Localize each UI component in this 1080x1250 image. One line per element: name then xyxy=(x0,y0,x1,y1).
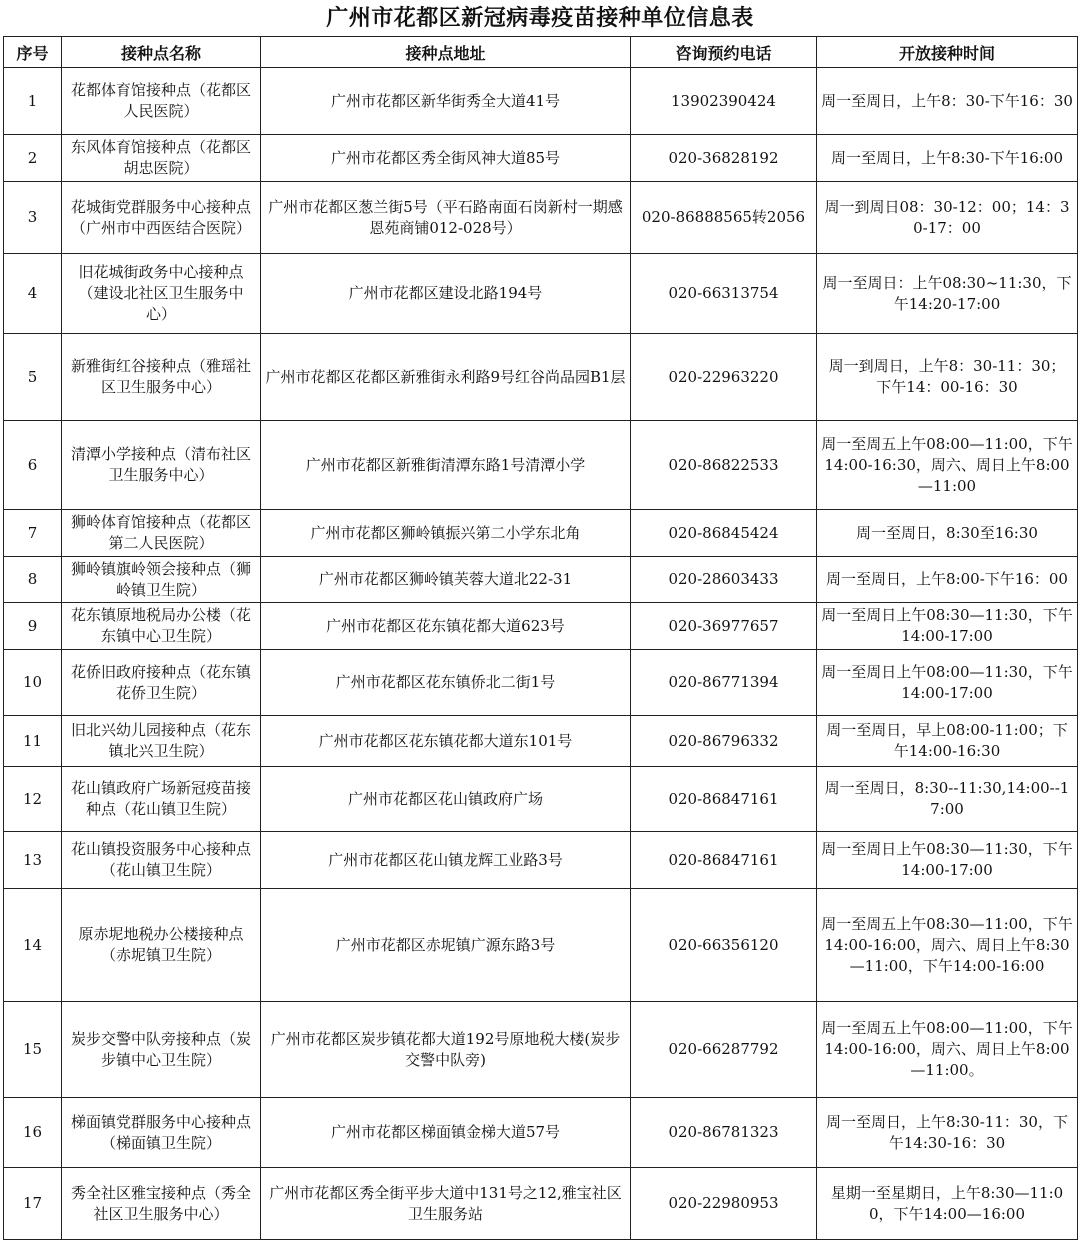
cell-hours: 周一至周日，上午8:30-11：30，下午14:30-16：30 xyxy=(817,1098,1078,1168)
table-row xyxy=(4,182,1078,254)
cell-site-name: 东风体育馆接种点（花都区胡忠医院） xyxy=(62,135,261,182)
cell-no: 15 xyxy=(4,1002,62,1098)
table-body xyxy=(4,68,1078,1240)
cell-site-name: 花都体育馆接种点（花都区人民医院） xyxy=(62,68,261,135)
cell-phone: 020-22980953 xyxy=(631,1168,817,1240)
table-row xyxy=(4,135,1078,182)
cell-no: 11 xyxy=(4,716,62,767)
cell-hours: 周一到周日08：30-12：00；14：30-17：00 xyxy=(817,182,1078,254)
cell-site-name: 花山镇政府广场新冠疫苗接种点（花山镇卫生院） xyxy=(62,767,261,832)
cell-phone: 020-36828192 xyxy=(631,135,817,182)
cell-address: 广州市花都区狮岭镇芙蓉大道北22-31 xyxy=(261,557,631,603)
cell-phone: 020-66287792 xyxy=(631,1002,817,1098)
cell-phone: 13902390424 xyxy=(631,68,817,135)
cell-site-name: 原赤坭地税办公楼接种点（赤坭镇卫生院） xyxy=(62,889,261,1002)
cell-site-name: 旧花城街政务中心接种点（建设北社区卫生服务中心） xyxy=(62,254,261,334)
cell-phone: 020-86822533 xyxy=(631,421,817,510)
cell-phone: 020-28603433 xyxy=(631,557,817,603)
cell-hours: 周一至周日，上午8:00-下午16：00 xyxy=(817,557,1078,603)
table-row xyxy=(4,557,1078,603)
cell-site-name: 梯面镇党群服务中心接种点（梯面镇卫生院） xyxy=(62,1098,261,1168)
cell-site-name: 花山镇投资服务中心接种点（花山镇卫生院） xyxy=(62,832,261,889)
cell-phone: 020-22963220 xyxy=(631,334,817,421)
cell-hours: 星期一至星期日，上午8:30—11:00，下午14:00—16:00 xyxy=(817,1168,1078,1240)
table-row xyxy=(4,254,1078,334)
cell-phone: 020-66313754 xyxy=(631,254,817,334)
cell-site-name: 新雅街红谷接种点（雅瑶社区卫生服务中心） xyxy=(62,334,261,421)
cell-address: 广州市花都区梯面镇金梯大道57号 xyxy=(261,1098,631,1168)
cell-no: 14 xyxy=(4,889,62,1002)
cell-hours: 周一至周日，早上08:00-11:00；下午14:00-16:30 xyxy=(817,716,1078,767)
header-phone: 咨询预约电话 xyxy=(631,37,817,68)
cell-site-name: 花东镇原地税局办公楼（花东镇中心卫生院） xyxy=(62,603,261,650)
cell-hours: 周一至周日，上午8：30-下午16：30 xyxy=(817,68,1078,135)
cell-hours: 周一到周日，上午8：30-11：30； 下午14：00-16：30 xyxy=(817,334,1078,421)
vaccination-sites-table xyxy=(3,36,1078,1240)
cell-hours: 周一至周日上午08:30—11:30，下午14:00-17:00 xyxy=(817,832,1078,889)
table-row xyxy=(4,889,1078,1002)
cell-address: 广州市花都区葱兰街5号（平石路南面石岗新村一期感恩苑商铺012-028号） xyxy=(261,182,631,254)
table-row xyxy=(4,510,1078,557)
header-row xyxy=(4,37,1078,68)
cell-no: 4 xyxy=(4,254,62,334)
table-row xyxy=(4,832,1078,889)
cell-address: 广州市花都区秀全街平步大道中131号之12,雅宝社区卫生服务站 xyxy=(261,1168,631,1240)
cell-no: 10 xyxy=(4,650,62,716)
table-row xyxy=(4,68,1078,135)
cell-hours: 周一至周日上午08:00—11:30，下午14:00-17:00 xyxy=(817,650,1078,716)
cell-phone: 020-36977657 xyxy=(631,603,817,650)
cell-site-name: 秀全社区雅宝接种点（秀全社区卫生服务中心） xyxy=(62,1168,261,1240)
cell-no: 7 xyxy=(4,510,62,557)
cell-hours: 周一至周日：上午08:30~11:30，下午14:20-17:00 xyxy=(817,254,1078,334)
header-address: 接种点地址 xyxy=(261,37,631,68)
cell-phone: 020-86771394 xyxy=(631,650,817,716)
cell-phone: 020-66356120 xyxy=(631,889,817,1002)
cell-no: 17 xyxy=(4,1168,62,1240)
header-no: 序号 xyxy=(4,37,62,68)
header-hours: 开放接种时间 xyxy=(817,37,1078,68)
cell-site-name: 狮岭镇旗岭领会接种点（狮岭镇卫生院） xyxy=(62,557,261,603)
table-row xyxy=(4,650,1078,716)
cell-address: 广州市花都区赤坭镇广源东路3号 xyxy=(261,889,631,1002)
cell-address: 广州市花都区花东镇花都大道东101号 xyxy=(261,716,631,767)
cell-no: 9 xyxy=(4,603,62,650)
cell-address: 广州市花都区秀全街风神大道85号 xyxy=(261,135,631,182)
table-row xyxy=(4,1168,1078,1240)
cell-phone: 020-86847161 xyxy=(631,832,817,889)
cell-address: 广州市花都区花山镇政府广场 xyxy=(261,767,631,832)
cell-address: 广州市花都区花山镇龙辉工业路3号 xyxy=(261,832,631,889)
cell-phone: 020-86847161 xyxy=(631,767,817,832)
cell-hours: 周一至周五上午08:00—11:00，下午14:00-16:00，周六、周日上午8:00—11:00。 xyxy=(817,1002,1078,1098)
cell-address: 广州市花都区狮岭镇振兴第二小学东北角 xyxy=(261,510,631,557)
cell-phone: 020-86845424 xyxy=(631,510,817,557)
cell-no: 12 xyxy=(4,767,62,832)
cell-no: 6 xyxy=(4,421,62,510)
cell-site-name: 花城街党群服务中心接种点（广州市中西医结合医院） xyxy=(62,182,261,254)
cell-phone: 020-86888565转2056 xyxy=(631,182,817,254)
cell-hours: 周一至周日上午08:30—11:30，下午14:00-17:00 xyxy=(817,603,1078,650)
cell-phone: 020-86781323 xyxy=(631,1098,817,1168)
table-row xyxy=(4,421,1078,510)
cell-site-name: 花侨旧政府接种点（花东镇花侨卫生院） xyxy=(62,650,261,716)
table-row xyxy=(4,716,1078,767)
cell-hours: 周一至周日，8:30至16:30 xyxy=(817,510,1078,557)
cell-site-name: 旧北兴幼儿园接种点（花东镇北兴卫生院） xyxy=(62,716,261,767)
cell-address: 广州市花都区花都区新雅街永利路9号红谷尚品园B1层 xyxy=(261,334,631,421)
cell-address: 广州市花都区建设北路194号 xyxy=(261,254,631,334)
table-title: 广州市花都区新冠病毒疫苗接种单位信息表 xyxy=(326,6,754,31)
header-site-name: 接种点名称 xyxy=(62,37,261,68)
table-row xyxy=(4,767,1078,832)
cell-no: 3 xyxy=(4,182,62,254)
table-row xyxy=(4,334,1078,421)
table-row xyxy=(4,1098,1078,1168)
cell-site-name: 狮岭体育馆接种点（花都区第二人民医院） xyxy=(62,510,261,557)
cell-no: 1 xyxy=(4,68,62,135)
cell-hours: 周一至周五上午08:00—11:00，下午14:00-16:30，周六、周日上午8:00—11:00 xyxy=(817,421,1078,510)
cell-address: 广州市花都区炭步镇花都大道192号原地税大楼(炭步交警中队旁) xyxy=(261,1002,631,1098)
cell-address: 广州市花都区新雅街清潭东路1号清潭小学 xyxy=(261,421,631,510)
cell-address: 广州市花都区花东镇花都大道623号 xyxy=(261,603,631,650)
cell-address: 广州市花都区新华街秀全大道41号 xyxy=(261,68,631,135)
cell-no: 2 xyxy=(4,135,62,182)
cell-hours: 周一至周日，8:30--11:30,14:00--17:00 xyxy=(817,767,1078,832)
cell-site-name: 清潭小学接种点（清布社区卫生服务中心） xyxy=(62,421,261,510)
cell-phone: 020-86796332 xyxy=(631,716,817,767)
cell-no: 8 xyxy=(4,557,62,603)
table-row xyxy=(4,603,1078,650)
cell-hours: 周一至周日，上午8:30-下午16:00 xyxy=(817,135,1078,182)
cell-address: 广州市花都区花东镇侨北二街1号 xyxy=(261,650,631,716)
table-row xyxy=(4,1002,1078,1098)
cell-hours: 周一至周五上午08:30—11:00，下午14:00-16:00，周六、周日上午8:30—11:00，下午14:00-16:00 xyxy=(817,889,1078,1002)
cell-no: 16 xyxy=(4,1098,62,1168)
cell-no: 13 xyxy=(4,832,62,889)
cell-no: 5 xyxy=(4,334,62,421)
cell-site-name: 炭步交警中队旁接种点（炭步镇中心卫生院） xyxy=(62,1002,261,1098)
